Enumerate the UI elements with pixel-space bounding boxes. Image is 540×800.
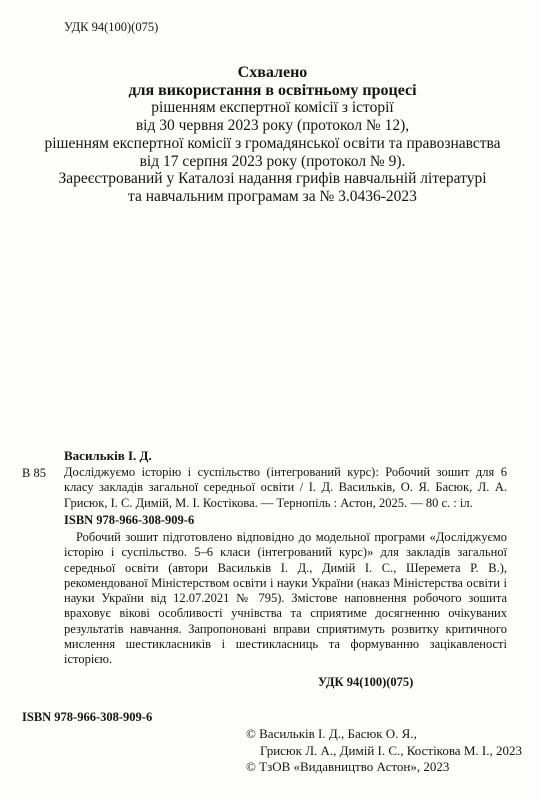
approval-heading: Схвалено xyxy=(237,64,308,81)
catalog-isbn: ISBN 978-966-308-909-6 xyxy=(64,513,195,527)
copyright-publisher: © ТзОВ «Видавництво Астон», 2023 xyxy=(246,759,450,774)
copyright-block xyxy=(246,726,522,776)
udk-code-top: УДК 94(100)(075) xyxy=(64,20,159,34)
approval-purpose: для використання в освітньому процесі xyxy=(128,81,417,99)
approval-line-3: рішенням експертної комісії з історії xyxy=(151,99,394,117)
catalog-code: В 85 xyxy=(22,466,46,480)
approval-line-4: від 30 червня 2023 року (протокол № 12), xyxy=(135,117,410,135)
approval-block xyxy=(30,64,515,206)
isbn-footer: ISBN 978-966-308-909-6 xyxy=(22,710,153,724)
approval-line-7: Зареєстрований у Каталозі надання грифів навчальній літературі xyxy=(58,170,487,188)
catalog-description: Досліджуємо історію і суспільство (інтегрований курс): Робочий зошит для 6 класу закладів загальної середньої освіти / І. Д. Васильків, О. Я. Басюк, Л. А. Грисюк, І. С. Димій, М. І. Костікова. — Тернопіль : Астон, 2025. — 80 с. : іл. xyxy=(64,465,507,510)
approval-line-6: від 17 серпня 2023 року (протокол № 9). xyxy=(139,152,406,170)
approval-line-8: та навчальним програмам за № 3.0436-2023 xyxy=(128,187,417,205)
catalog-author: Васильків І. Д. xyxy=(64,448,152,463)
copyright-authors-line-2: Грисюк Л. А., Димій І. С., Костікова М. І., 2023 xyxy=(260,742,522,758)
copyright-authors-line-1: © Васильків І. Д., Басюк О. Я., xyxy=(246,726,417,741)
udk-code-bottom: УДК 94(100)(075) xyxy=(318,675,414,689)
approval-line-5: рішенням експертної комісії з громадянської освіти та правознавства xyxy=(44,134,501,152)
catalog-annotation: Робочий зошит підготовлено відповідно до модельної програми «Досліджуємо історію і суспільство. 5–6 класи (інтегрований курс)» для закладів загальної середньої освіти (автори Васильків І. Д., Димій І. С., Шеремета Р. В.), рекомендованої Міністерством освіти і науки України (наказ Міністерства освіти і науки України від 12.07.2021 № 795). Змістове наповнення робочого зошита враховує вікові особливості учнівства та сприятиме досягненню очікуваних результатів навчання. Запропоновані вправи сприятимуть розвитку критичного мислення шестикласників і шестикласниць та формуванню зацікавленості історією. xyxy=(64,530,507,667)
